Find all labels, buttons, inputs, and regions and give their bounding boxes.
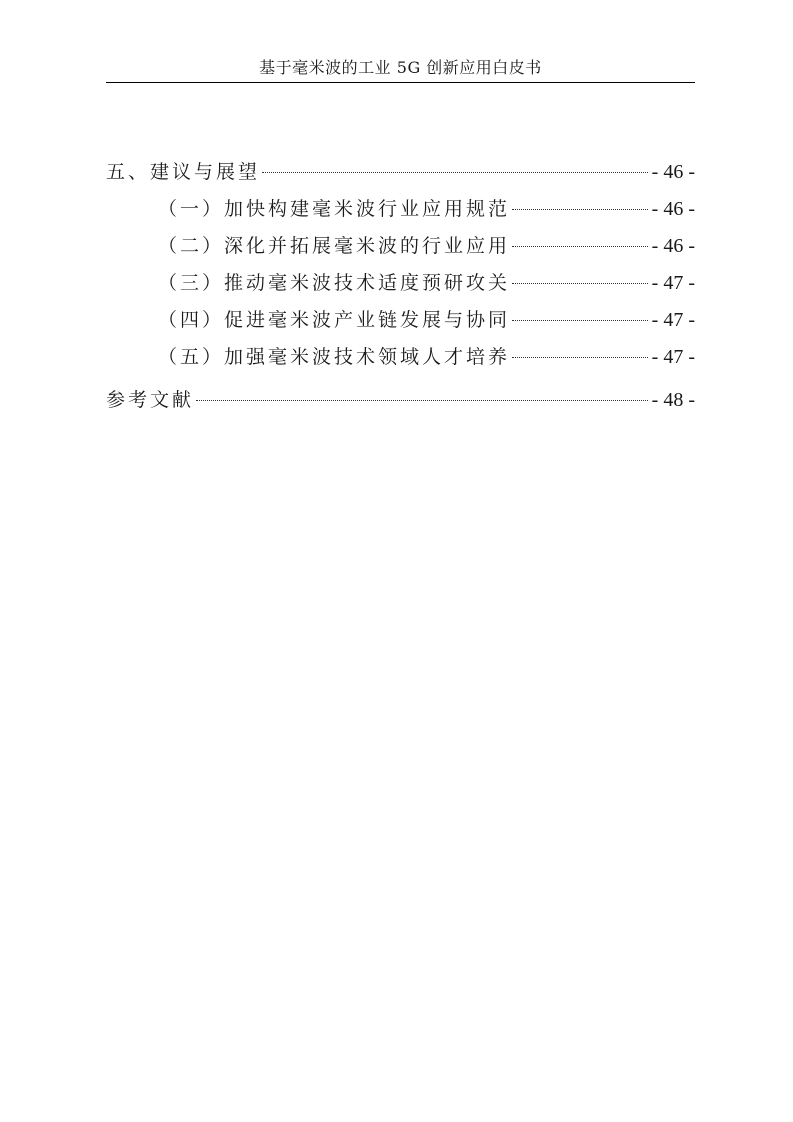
toc-page-number: - 47 - — [651, 346, 695, 368]
toc-entry-title: （三）推动毫米波技术适度预研攻关 — [158, 272, 511, 294]
toc-entry-title: （四）促进毫米波产业链发展与协同 — [158, 309, 511, 331]
toc-entry-references[interactable] — [106, 382, 695, 419]
toc-dot-leader — [262, 172, 648, 173]
toc-page-number: - 48 - — [651, 389, 695, 411]
toc-entry-title: 五、建议与展望 — [106, 161, 261, 183]
toc-dot-leader — [196, 400, 648, 401]
toc-entry-talent[interactable] — [106, 339, 695, 376]
toc-dot-leader — [512, 357, 648, 358]
toc-dot-leader — [512, 320, 648, 321]
toc-entry-standards[interactable] — [106, 191, 695, 228]
toc-page-number: - 46 - — [651, 198, 695, 220]
toc-page-number: - 47 - — [651, 272, 695, 294]
toc-entry-industry-chain[interactable] — [106, 302, 695, 339]
toc-dot-leader — [512, 246, 648, 247]
page-header-title: 基于毫米波的工业 5G 创新应用白皮书 — [259, 58, 542, 77]
header-divider — [106, 82, 695, 83]
toc-entry-title: （一）加快构建毫米波行业应用规范 — [158, 198, 511, 220]
toc-entry-title: （二）深化并拓展毫米波的行业应用 — [158, 235, 511, 257]
toc-page-number: - 46 - — [651, 161, 695, 183]
toc-entry-title: （五）加强毫米波技术领域人才培养 — [158, 346, 511, 368]
toc-entry-research[interactable] — [106, 265, 695, 302]
toc-dot-leader — [512, 283, 648, 284]
toc-entry-recommendations[interactable] — [106, 154, 695, 191]
toc-page-number: - 46 - — [651, 235, 695, 257]
toc-entry-title: 参考文献 — [106, 389, 195, 411]
toc-dot-leader — [512, 209, 648, 210]
table-of-contents — [106, 154, 695, 419]
toc-page-number: - 47 - — [651, 309, 695, 331]
toc-entry-applications[interactable] — [106, 228, 695, 265]
